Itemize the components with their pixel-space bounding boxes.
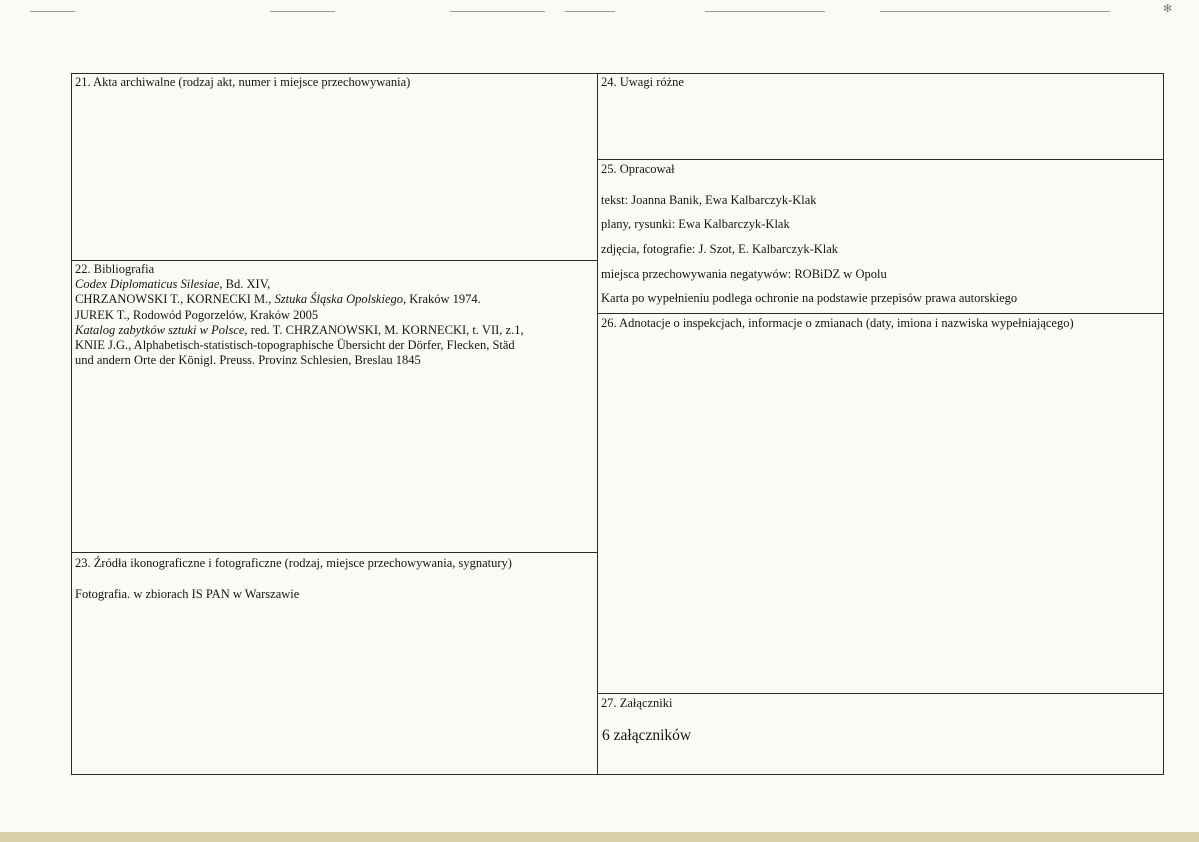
bibliography-text: Kraków 1974. xyxy=(406,292,481,307)
table-border-left xyxy=(71,73,72,775)
scan-artifact-line xyxy=(565,11,615,12)
akta-archiwalne-title: 21. Akta archiwalne (rodzaj akt, numer i miejsce przechowywania) xyxy=(75,75,411,89)
table-border-bottom xyxy=(71,774,1164,775)
bibliography-text: CHRZANOWSKI T., KORNECKI M., xyxy=(75,292,275,307)
bibliography-entry: JUREK T., Rodowód Pogorzelów, Kraków 2005 xyxy=(75,307,319,322)
scan-artifact-mark: ✻ xyxy=(1163,3,1173,15)
bibliography-title-italic: Codex Diplomaticus Silesiae xyxy=(75,277,220,291)
scan-background-strip xyxy=(0,832,1199,842)
opracowal-title: 25. Opracował xyxy=(601,162,675,176)
bibliography-title-italic: Sztuka Śląska Opolskiego, xyxy=(274,292,407,307)
uwagi-rozne-title: 24. Uwagi różne xyxy=(601,75,684,89)
opracowal-tekst: tekst: Joanna Banik, Ewa Kalbarczyk-Klak xyxy=(601,193,817,207)
bibliography-entry xyxy=(75,292,524,307)
zalaczniki-title: 27. Załączniki xyxy=(601,696,673,710)
row-divider-adnotacje-zalaczniki xyxy=(597,693,1164,694)
bibliography-entry xyxy=(75,323,524,338)
bibliografia-content xyxy=(75,277,524,369)
bibliography-entry: KNIE J.G., Alphabetisch-statistisch-topographische Übersicht der Dörfer, Flecken, Städ xyxy=(75,338,515,353)
row-divider-uwagi-opracowal xyxy=(597,159,1164,160)
row-divider-biblio-zrodla xyxy=(71,552,598,553)
row-divider-akta-biblio xyxy=(71,260,598,261)
opracowal-zdjecia: zdjęcia, fotografie: J. Szot, E. Kalbarczyk-Klak xyxy=(601,242,839,256)
column-divider xyxy=(597,73,598,775)
scan-artifact-line xyxy=(450,11,545,12)
scan-artifact-line xyxy=(880,11,1110,12)
opracowal-ochrona-note: Karta po wypełnieniu podlega ochronie na podstawie przepisów prawa autorskiego xyxy=(601,291,1018,305)
opracowal-negatywy: miejsca przechowywania negatywów: ROBiDZ w Opolu xyxy=(601,267,887,281)
bibliography-text: red. T. CHRZANOWSKI, M. KORNECKI, t. VII, z.1, xyxy=(247,322,524,337)
table-border-top xyxy=(71,73,1164,74)
opracowal-plany: plany, rysunki: Ewa Kalbarczyk-Klak xyxy=(601,217,790,231)
scan-artifact-line xyxy=(30,11,75,12)
bibliography-entry xyxy=(75,277,524,292)
scan-artifact-line xyxy=(270,11,335,12)
bibliography-title-italic: Katalog zabytków sztuki w Polsce, xyxy=(75,322,248,337)
zrodla-ikonograficzne-title: 23. Źródła ikonograficzne i fotograficzne (rodzaj, miejsce przechowywania, sygnatury) xyxy=(75,556,512,570)
row-divider-opracowal-adnotacje xyxy=(597,313,1164,314)
bibliografia-title: 22. Bibliografia xyxy=(75,262,155,276)
adnotacje-title: 26. Adnotacje o inspekcjach, informacje o zmianach (daty, imiona i nazwiska wypełniającego) xyxy=(601,316,1074,330)
table-border-right xyxy=(1163,73,1164,775)
scan-artifact-line xyxy=(705,11,825,12)
bibliography-text: , Bd. XIV, xyxy=(219,277,271,291)
zrodla-value: Fotografia. w zbiorach IS PAN w Warszawie xyxy=(75,587,300,601)
zalaczniki-value: 6 załączników xyxy=(602,727,692,744)
bibliography-entry: und andern Orte der Königl. Preuss. Provinz Schlesien, Breslau 1845 xyxy=(75,353,421,368)
